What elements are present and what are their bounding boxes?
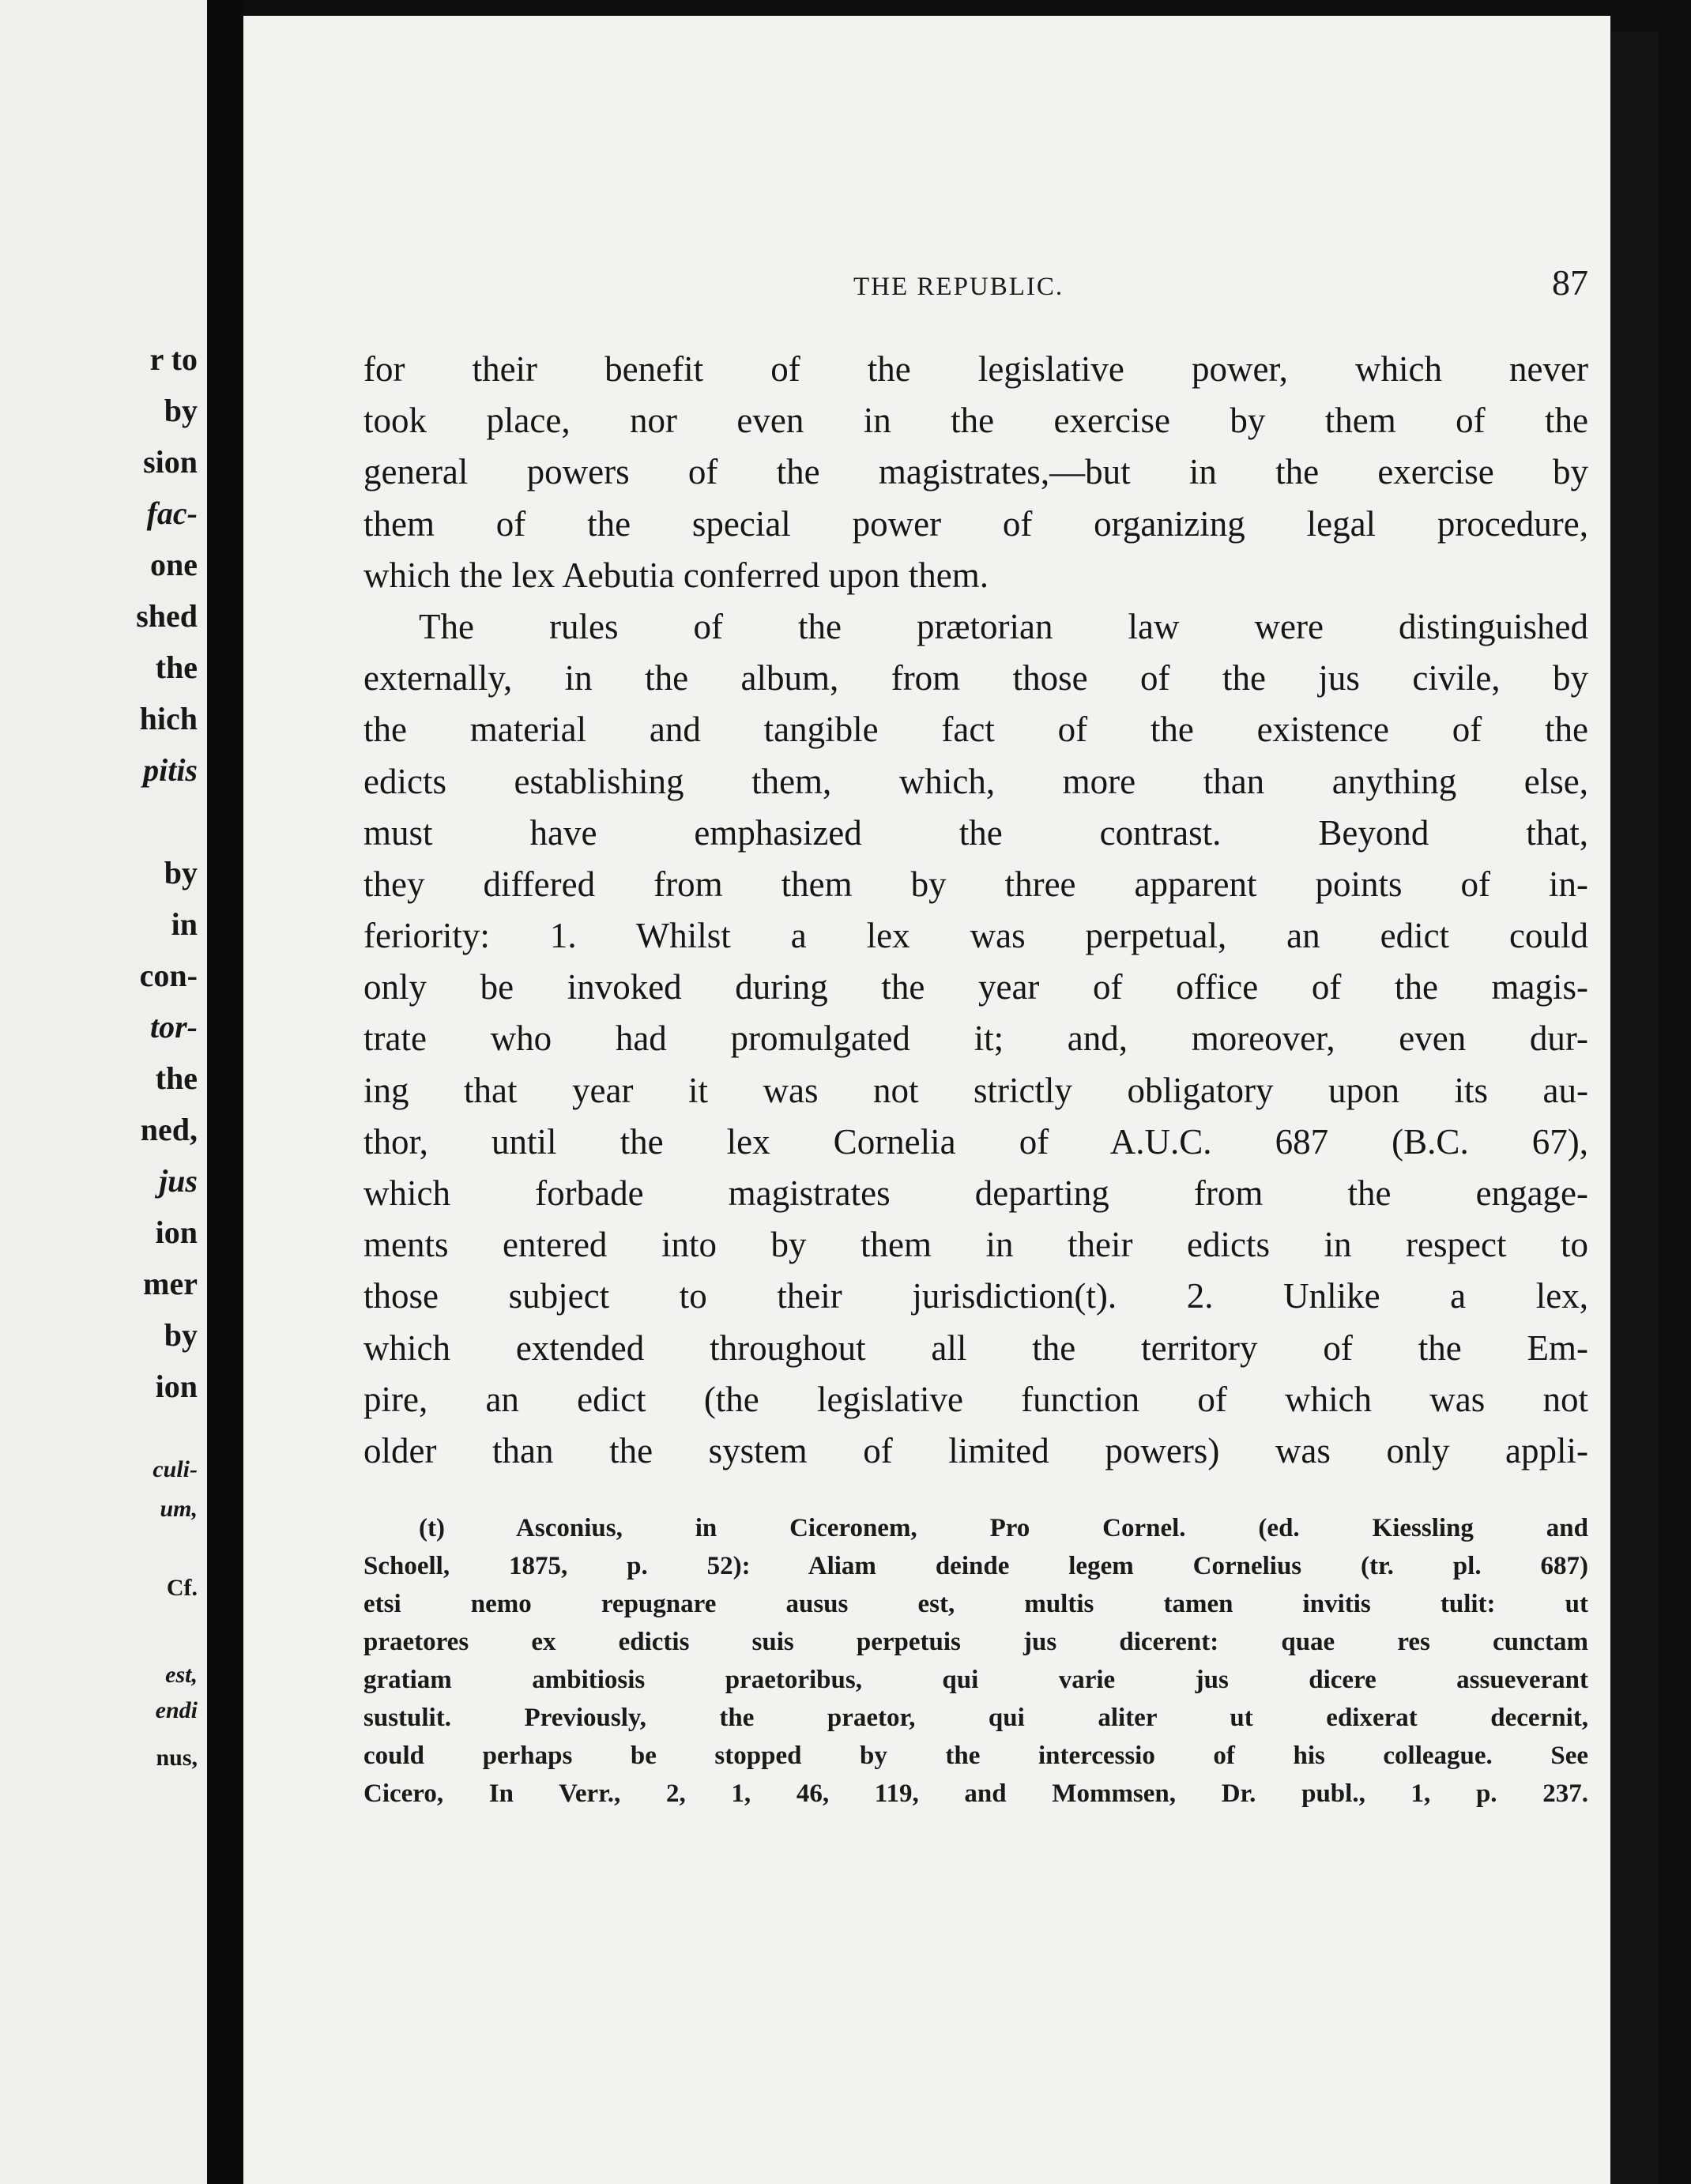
left-page-line: hich [139, 701, 198, 736]
body-line: them of the special power of organizing legal procedure, [363, 503, 1588, 544]
body-line: The rules of the prætorian law were distinguished [419, 606, 1588, 646]
footnote-line: etsi nemo repugnare ausus est, multis tamen invitis tulit: ut [363, 1590, 1588, 1618]
footnote-line: Schoell, 1875, p. 52): Aliam deinde legem Cornelius (tr. pl. 687) [363, 1552, 1588, 1580]
footnote-line: sustulit. Previously, the praetor, qui aliter ut edixerat decernit, [363, 1704, 1588, 1732]
footnote [363, 1509, 1588, 1813]
body-line: trate who had promulgated it; and, moreover, even dur- [363, 1019, 1588, 1059]
left-page-line: nus, [156, 1745, 198, 1771]
body-line: general powers of the magistrates,—but in the exercise by [363, 452, 1588, 492]
page [243, 16, 1610, 2184]
body-line: feriority: 1. Whilst a lex was perpetual, an edict could [363, 916, 1588, 956]
left-page-line: ned, [140, 1112, 198, 1147]
body-line: the material and tangible fact of the existence of the [363, 710, 1588, 750]
body-line: externally, in the album, from those of the jus civile, by [363, 658, 1588, 699]
left-page-line: mer [143, 1266, 198, 1301]
body-line: they differed from them by three apparent points of in- [363, 864, 1588, 904]
page-right-edge [1610, 32, 1658, 2184]
left-page-line: endi [155, 1697, 198, 1723]
left-page-line: pitis [143, 752, 198, 788]
left-page-line: tor- [150, 1009, 198, 1045]
left-page-line: by [164, 393, 198, 428]
left-page-line: by [164, 1317, 198, 1353]
left-page-line: est, [165, 1662, 198, 1688]
left-page-line: ion [155, 1369, 198, 1404]
left-page-line: by [164, 855, 198, 891]
left-page-line: the [155, 650, 198, 685]
running-head: THE REPUBLIC. [853, 273, 1064, 301]
left-page-line: one [150, 547, 198, 582]
body-line: ments entered into by them in their edicts in respect to [363, 1225, 1588, 1265]
body-line: took place, nor even in the exercise by them of the [363, 401, 1588, 441]
body-line: pire, an edict (the legislative function of which was not [363, 1379, 1588, 1419]
left-page-line: ion [155, 1214, 198, 1250]
left-page-line: jus [159, 1163, 198, 1199]
body-line: thor, until the lex Cornelia of A.U.C. 687 (B.C. 67), [363, 1121, 1588, 1162]
body-line: for their benefit of the legislative power, which never [363, 349, 1588, 389]
footnote-line: (t) Asconius, in Ciceronem, Pro Cornel. (ed. Kiessling and [419, 1514, 1588, 1542]
body-line: those subject to their jurisdiction(t). 2. Unlike a lex, [363, 1276, 1588, 1316]
left-page-line: in [171, 906, 198, 942]
left-page-line: um, [160, 1496, 198, 1522]
page-header [363, 257, 1588, 304]
book-gutter [207, 0, 243, 2184]
body-line: which forbade magistrates departing from the engage- [363, 1173, 1588, 1213]
left-page-line: sion [143, 444, 198, 480]
left-page-line: shed [136, 598, 198, 634]
body-line: older than the system of limited powers) was only appli- [363, 1430, 1588, 1470]
footnote-line: gratiam ambitiosis praetoribus, qui varie jus dicere assueverant [363, 1666, 1588, 1694]
left-page-line: the [155, 1060, 198, 1096]
left-page-line: con- [139, 958, 198, 993]
body-text [363, 344, 1588, 1477]
left-page-line: Cf. [166, 1575, 198, 1601]
body-line: must have emphasized the contrast. Beyond that, [363, 812, 1588, 853]
body-line: only be invoked during the year of office of the magis- [363, 967, 1588, 1007]
left-page-line: culi- [153, 1456, 198, 1482]
footnote-line: could perhaps be stopped by the intercessio of his colleague. See [363, 1742, 1588, 1770]
body-line: which extended throughout all the territory of the Em- [363, 1327, 1588, 1368]
page-number: 87 [1552, 262, 1588, 303]
body-line: edicts establishing them, which, more than anything else, [363, 761, 1588, 801]
left-page-fragment [0, 0, 207, 2184]
body-line: ing that year it was not strictly obligatory upon its au- [363, 1070, 1588, 1110]
footnote-line: Cicero, In Verr., 2, 1, 46, 119, and Mommsen, Dr. publ., 1, p. 237. [363, 1779, 1588, 1808]
left-page-line: r to [149, 341, 198, 377]
body-line: which the lex Aebutia conferred upon them. [363, 555, 989, 595]
footnote-line: praetores ex edictis suis perpetuis jus dicerent: quae res cunctam [363, 1628, 1588, 1656]
left-page-line: fac- [146, 495, 198, 531]
